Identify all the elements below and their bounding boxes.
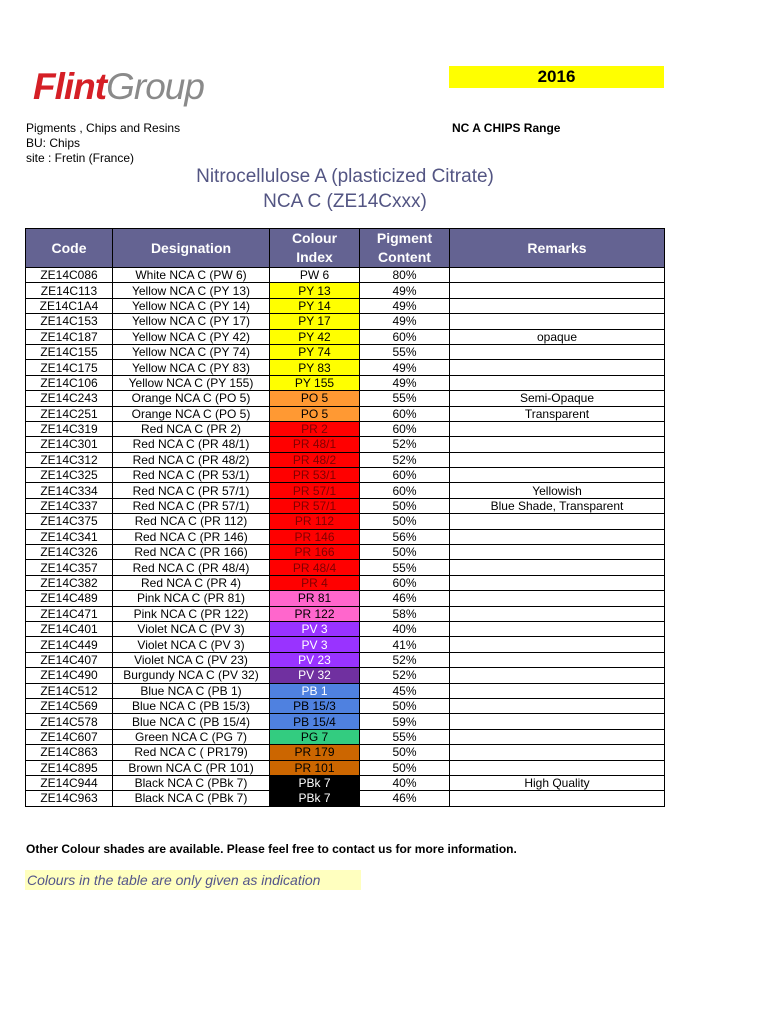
table-row — [26, 360, 665, 375]
cell-colour-index: PR 179 — [270, 745, 360, 760]
cell-colour-index: PR 48/2 — [270, 452, 360, 467]
cell-remarks — [450, 729, 665, 744]
cell-pigment-content: 52% — [360, 452, 450, 467]
table-row — [26, 483, 665, 498]
header-code: Code — [26, 229, 113, 268]
cell-colour-index: PR 48/1 — [270, 437, 360, 452]
table-header-row — [26, 229, 665, 268]
cell-pigment-content: 46% — [360, 591, 450, 606]
cell-code: ZE14C401 — [26, 621, 113, 636]
cell-colour-index: PR 122 — [270, 606, 360, 621]
logo-group-text: Group — [106, 66, 204, 107]
table-row — [26, 775, 665, 790]
page-subtitle: NCA C (ZE14Cxxx) — [263, 191, 427, 212]
header-colour-index — [270, 229, 360, 268]
range-label: NC A CHIPS Range — [452, 121, 561, 135]
cell-designation: Blue NCA C (PB 1) — [113, 683, 270, 698]
cell-designation: Orange NCA C (PO 5) — [113, 406, 270, 421]
header-pigment-content-line2: Content — [378, 249, 431, 265]
cell-code: ZE14C407 — [26, 652, 113, 667]
table-row — [26, 329, 665, 344]
cell-designation: Red NCA C (PR 57/1) — [113, 483, 270, 498]
table-row — [26, 344, 665, 359]
cell-designation: Green NCA C (PG 7) — [113, 729, 270, 744]
cell-pigment-content: 40% — [360, 775, 450, 790]
cell-pigment-content: 56% — [360, 529, 450, 544]
cell-remarks — [450, 344, 665, 359]
cell-pigment-content: 50% — [360, 760, 450, 775]
table-row — [26, 745, 665, 760]
chips-table — [25, 228, 665, 807]
cell-pigment-content: 58% — [360, 606, 450, 621]
cell-colour-index: PB 15/3 — [270, 698, 360, 713]
cell-pigment-content: 40% — [360, 621, 450, 636]
cell-code: ZE14C341 — [26, 529, 113, 544]
cell-remarks — [450, 652, 665, 667]
cell-colour-index: PY 13 — [270, 283, 360, 298]
cell-designation: Yellow NCA C (PY 13) — [113, 283, 270, 298]
cell-designation: Red NCA C (PR 48/2) — [113, 452, 270, 467]
table-row — [26, 698, 665, 713]
cell-designation: Red NCA C (PR 48/4) — [113, 560, 270, 575]
cell-remarks — [450, 637, 665, 652]
cell-colour-index: PR 166 — [270, 545, 360, 560]
cell-designation: Black NCA C (PBk 7) — [113, 775, 270, 790]
cell-pigment-content: 80% — [360, 268, 450, 283]
table-row — [26, 760, 665, 775]
year-badge: 2016 — [449, 66, 664, 88]
cell-remarks: Transparent — [450, 406, 665, 421]
cell-code: ZE14C325 — [26, 468, 113, 483]
cell-code: ZE14C357 — [26, 560, 113, 575]
table-row — [26, 529, 665, 544]
cell-remarks — [450, 745, 665, 760]
cell-designation: Black NCA C (PBk 7) — [113, 791, 270, 806]
table-row — [26, 283, 665, 298]
table-row — [26, 498, 665, 513]
meta-line-pigments: Pigments , Chips and Resins — [26, 121, 181, 135]
cell-remarks: High Quality — [450, 775, 665, 790]
cell-remarks — [450, 545, 665, 560]
cell-remarks — [450, 298, 665, 313]
cell-designation: Red NCA C (PR 146) — [113, 529, 270, 544]
cell-code: ZE14C895 — [26, 760, 113, 775]
cell-remarks — [450, 683, 665, 698]
table-row — [26, 452, 665, 467]
cell-pigment-content: 55% — [360, 391, 450, 406]
cell-code: ZE14C319 — [26, 421, 113, 436]
availability-note: Other Colour shades are available. Please feel free to contact us for more information. — [26, 842, 517, 856]
cell-colour-index: PY 74 — [270, 344, 360, 359]
cell-pigment-content: 52% — [360, 437, 450, 452]
cell-colour-index: PR 101 — [270, 760, 360, 775]
cell-pigment-content: 50% — [360, 498, 450, 513]
cell-colour-index: PY 17 — [270, 314, 360, 329]
cell-code: ZE14C334 — [26, 483, 113, 498]
table-row — [26, 652, 665, 667]
cell-pigment-content: 60% — [360, 483, 450, 498]
cell-code: ZE14C578 — [26, 714, 113, 729]
cell-designation: Orange NCA C (PO 5) — [113, 391, 270, 406]
cell-colour-index: PR 112 — [270, 514, 360, 529]
cell-pigment-content: 49% — [360, 314, 450, 329]
cell-code: ZE14C175 — [26, 360, 113, 375]
header-colour-index-line1: Colour — [291, 230, 338, 246]
cell-code: ZE14C512 — [26, 683, 113, 698]
cell-remarks — [450, 314, 665, 329]
cell-pigment-content: 60% — [360, 329, 450, 344]
header-designation: Designation — [113, 229, 270, 268]
header-remarks: Remarks — [450, 229, 665, 268]
cell-pigment-content: 50% — [360, 545, 450, 560]
cell-colour-index: PR 48/4 — [270, 560, 360, 575]
cell-colour-index: PR 57/1 — [270, 498, 360, 513]
cell-pigment-content: 49% — [360, 283, 450, 298]
cell-designation: Red NCA C (PR 112) — [113, 514, 270, 529]
table-row — [26, 298, 665, 313]
cell-colour-index: PR 2 — [270, 421, 360, 436]
cell-code: ZE14C449 — [26, 637, 113, 652]
cell-colour-index: PV 23 — [270, 652, 360, 667]
cell-remarks — [450, 452, 665, 467]
table-row — [26, 391, 665, 406]
cell-code: ZE14C375 — [26, 514, 113, 529]
cell-colour-index: PG 7 — [270, 729, 360, 744]
cell-code: ZE14C243 — [26, 391, 113, 406]
cell-designation: Red NCA C (PR 48/1) — [113, 437, 270, 452]
cell-pigment-content: 49% — [360, 375, 450, 390]
cell-remarks — [450, 468, 665, 483]
flint-group-logo — [33, 66, 204, 106]
cell-designation: Yellow NCA C (PY 14) — [113, 298, 270, 313]
cell-colour-index: PB 15/4 — [270, 714, 360, 729]
header-pigment-content-line1: Pigment — [376, 230, 433, 246]
cell-code: ZE14C155 — [26, 344, 113, 359]
cell-remarks — [450, 268, 665, 283]
cell-colour-index: PO 5 — [270, 391, 360, 406]
cell-pigment-content: 50% — [360, 745, 450, 760]
cell-remarks — [450, 714, 665, 729]
cell-code: ZE14C1A4 — [26, 298, 113, 313]
cell-remarks — [450, 791, 665, 806]
cell-remarks — [450, 606, 665, 621]
cell-code: ZE14C863 — [26, 745, 113, 760]
logo-flint-text: Flint — [33, 66, 107, 107]
meta-line-site: site : Fretin (France) — [26, 151, 135, 165]
cell-pigment-content: 41% — [360, 637, 450, 652]
cell-designation: Pink NCA C (PR 81) — [113, 591, 270, 606]
meta-line-bu: BU: Chips — [26, 136, 81, 150]
cell-remarks — [450, 375, 665, 390]
cell-code: ZE14C113 — [26, 283, 113, 298]
cell-colour-index: PB 1 — [270, 683, 360, 698]
cell-remarks — [450, 560, 665, 575]
cell-designation: Yellow NCA C (PY 83) — [113, 360, 270, 375]
cell-pigment-content: 60% — [360, 406, 450, 421]
cell-colour-index: PBk 7 — [270, 775, 360, 790]
cell-remarks — [450, 760, 665, 775]
cell-code: ZE14C326 — [26, 545, 113, 560]
table-row — [26, 714, 665, 729]
cell-remarks — [450, 621, 665, 636]
cell-pigment-content: 52% — [360, 668, 450, 683]
cell-pigment-content: 60% — [360, 468, 450, 483]
cell-colour-index: PY 83 — [270, 360, 360, 375]
cell-designation: Red NCA C (PR 57/1) — [113, 498, 270, 513]
cell-code: ZE14C490 — [26, 668, 113, 683]
table-row — [26, 606, 665, 621]
cell-colour-index: PV 32 — [270, 668, 360, 683]
cell-remarks — [450, 283, 665, 298]
cell-colour-index: PY 155 — [270, 375, 360, 390]
cell-remarks — [450, 575, 665, 590]
cell-pigment-content: 49% — [360, 298, 450, 313]
cell-pigment-content: 46% — [360, 791, 450, 806]
cell-designation: Blue NCA C (PB 15/3) — [113, 698, 270, 713]
cell-designation: Red NCA C (PR 4) — [113, 575, 270, 590]
cell-pigment-content: 60% — [360, 575, 450, 590]
cell-colour-index: PY 14 — [270, 298, 360, 313]
cell-colour-index: PV 3 — [270, 621, 360, 636]
cell-code: ZE14C301 — [26, 437, 113, 452]
cell-code: ZE14C489 — [26, 591, 113, 606]
cell-remarks — [450, 698, 665, 713]
cell-designation: Yellow NCA C (PY 42) — [113, 329, 270, 344]
table-row — [26, 421, 665, 436]
cell-colour-index: PY 42 — [270, 329, 360, 344]
cell-code: ZE14C337 — [26, 498, 113, 513]
cell-colour-index: PR 57/1 — [270, 483, 360, 498]
cell-colour-index: PW 6 — [270, 268, 360, 283]
cell-remarks: Yellowish — [450, 483, 665, 498]
table-row — [26, 514, 665, 529]
table-row — [26, 591, 665, 606]
cell-code: ZE14C251 — [26, 406, 113, 421]
cell-colour-index: PR 4 — [270, 575, 360, 590]
cell-code: ZE14C382 — [26, 575, 113, 590]
cell-code: ZE14C471 — [26, 606, 113, 621]
cell-code: ZE14C106 — [26, 375, 113, 390]
cell-pigment-content: 55% — [360, 560, 450, 575]
table-row — [26, 437, 665, 452]
table-row — [26, 406, 665, 421]
cell-colour-index: PR 146 — [270, 529, 360, 544]
cell-remarks: Blue Shade, Transparent — [450, 498, 665, 513]
cell-designation: Blue NCA C (PB 15/4) — [113, 714, 270, 729]
table-row — [26, 575, 665, 590]
cell-code: ZE14C944 — [26, 775, 113, 790]
cell-pigment-content: 50% — [360, 514, 450, 529]
cell-colour-index: PO 5 — [270, 406, 360, 421]
cell-pigment-content: 49% — [360, 360, 450, 375]
cell-colour-index: PR 53/1 — [270, 468, 360, 483]
table-row — [26, 637, 665, 652]
cell-pigment-content: 45% — [360, 683, 450, 698]
cell-code: ZE14C086 — [26, 268, 113, 283]
cell-pigment-content: 60% — [360, 421, 450, 436]
table-body — [26, 268, 665, 807]
cell-colour-index: PR 81 — [270, 591, 360, 606]
cell-remarks — [450, 421, 665, 436]
cell-designation: Violet NCA C (PV 3) — [113, 637, 270, 652]
header-pigment-content — [360, 229, 450, 268]
table-row — [26, 314, 665, 329]
cell-designation: Red NCA C (PR 2) — [113, 421, 270, 436]
cell-designation: Violet NCA C (PV 23) — [113, 652, 270, 667]
table-row — [26, 468, 665, 483]
cell-pigment-content: 55% — [360, 729, 450, 744]
cell-designation: Red NCA C (PR 53/1) — [113, 468, 270, 483]
cell-remarks: opaque — [450, 329, 665, 344]
cell-pigment-content: 50% — [360, 698, 450, 713]
cell-code: ZE14C187 — [26, 329, 113, 344]
page-title: Nitrocellulose A (plasticized Citrate) — [196, 166, 494, 187]
table-row — [26, 668, 665, 683]
header-colour-index-line2: Index — [296, 249, 333, 265]
cell-code: ZE14C153 — [26, 314, 113, 329]
cell-designation: Red NCA C (PR 166) — [113, 545, 270, 560]
cell-designation: Pink NCA C (PR 122) — [113, 606, 270, 621]
table-row — [26, 729, 665, 744]
cell-remarks — [450, 529, 665, 544]
cell-designation: Burgundy NCA C (PV 32) — [113, 668, 270, 683]
cell-designation: Yellow NCA C (PY 155) — [113, 375, 270, 390]
table-row — [26, 791, 665, 806]
cell-pigment-content: 55% — [360, 344, 450, 359]
colour-disclaimer: Colours in the table are only given as indication — [25, 870, 361, 890]
table-row — [26, 621, 665, 636]
table-row — [26, 375, 665, 390]
cell-pigment-content: 52% — [360, 652, 450, 667]
cell-designation: Yellow NCA C (PY 74) — [113, 344, 270, 359]
table-row — [26, 560, 665, 575]
cell-designation: Violet NCA C (PV 3) — [113, 621, 270, 636]
cell-remarks — [450, 668, 665, 683]
table-row — [26, 268, 665, 283]
cell-designation: Red NCA C ( PR179) — [113, 745, 270, 760]
cell-designation: White NCA C (PW 6) — [113, 268, 270, 283]
cell-remarks: Semi-Opaque — [450, 391, 665, 406]
document-meta — [26, 121, 180, 166]
cell-pigment-content: 59% — [360, 714, 450, 729]
cell-code: ZE14C312 — [26, 452, 113, 467]
cell-designation: Brown NCA C (PR 101) — [113, 760, 270, 775]
cell-remarks — [450, 591, 665, 606]
cell-colour-index: PV 3 — [270, 637, 360, 652]
cell-remarks — [450, 514, 665, 529]
cell-remarks — [450, 360, 665, 375]
cell-code: ZE14C569 — [26, 698, 113, 713]
cell-designation: Yellow NCA C (PY 17) — [113, 314, 270, 329]
table-row — [26, 545, 665, 560]
cell-colour-index: PBk 7 — [270, 791, 360, 806]
cell-code: ZE14C607 — [26, 729, 113, 744]
cell-code: ZE14C963 — [26, 791, 113, 806]
cell-remarks — [450, 437, 665, 452]
table-row — [26, 683, 665, 698]
